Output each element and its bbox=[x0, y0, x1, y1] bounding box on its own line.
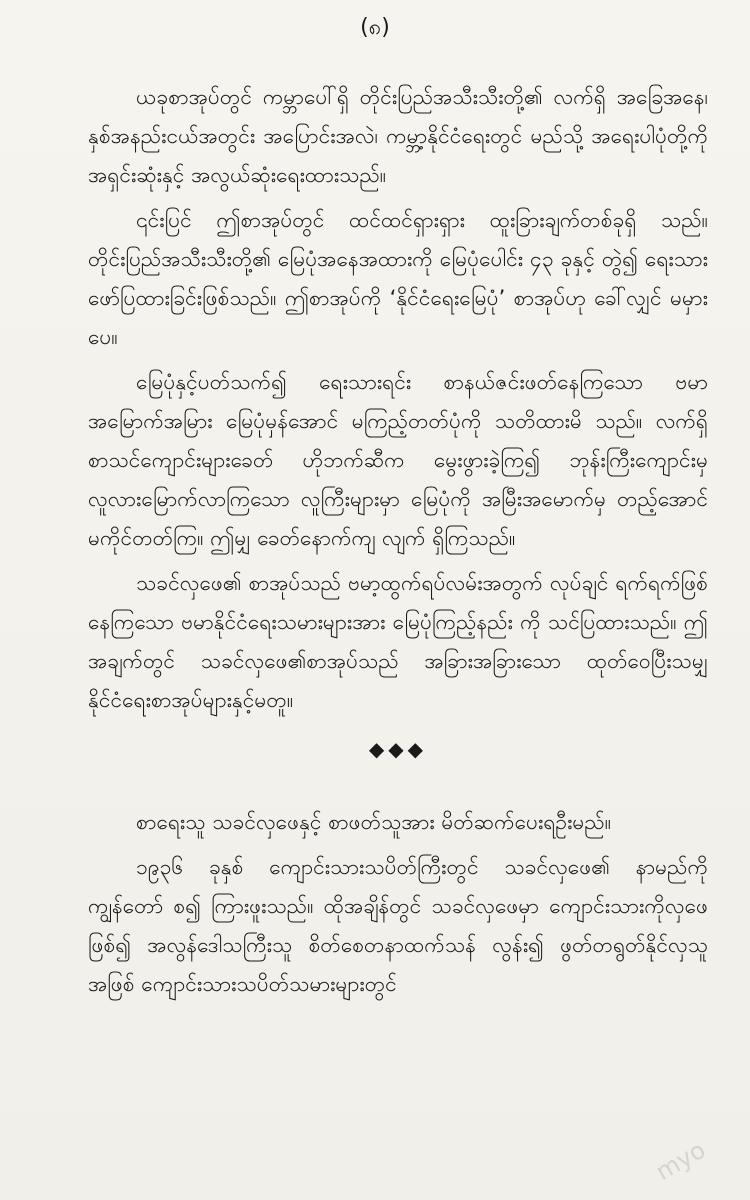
paragraph-history: ၁၉၃၆ ခုနှစ် ကျောင်းသားသပိတ်ကြီးတွင် သခင်လှဖေ၏ နာမည်ကို ကျွန်တော် စ၍ ကြားဖူးသည်။ ထိုအချိန်တွင် သခင်လှဖေမှာ ကျောင်းသားကိုလှဖေဖြစ်၍ အလွန်ဒေါသကြီးသူ စိတ်စေတနာထက်သန် လွန်း၍ ဖွတ်တရွတ်နိုင်လှသူအဖြစ် ကျောင်းသားသပိတ်သမားများတွင် bbox=[88, 855, 708, 996]
paragraph-introduce-author: စာရေးသူ သခင်လှဖေနှင့် စာဖတ်သူအား မိတ်ဆက်ပေးရဦးမည်။ bbox=[136, 810, 612, 834]
watermark: myo bbox=[650, 1135, 710, 1187]
body-text bbox=[88, 78, 708, 1010]
paragraph-book: သခင်လှဖေ၏ စာအုပ်သည် ဗမာ့ထွက်ရပ်လမ်းအတွက် လုပ်ချင် ရက်ရက်ဖြစ်နေကြသော ဗမာနိုင်ငံရေးသမားများအား မြေပုံကြည့်နည်း ကို သင်ပြထားသည်။ ဤအချက်တွင် သခင်လှဖေ၏စာအုပ်သည် အခြားအခြားသော ထုတ်ဝေပြီးသမျှ နိုင်ငံရေးစာအုပ်များနှင့်မတူ။ bbox=[88, 571, 708, 712]
paragraph-feature: ၎င်းပြင် ဤစာအုပ်တွင် ထင်ထင်ရှားရှား ထူးခြားချက်တစ်ခုရှိ သည်။ တိုင်းပြည်အသီးသီးတို့၏ မြေပုံအနေအထားကို မြေပုံပေါင်း ၄၃ ခုနှင့် တွဲ၍ ရေးသားဖော်ပြထားခြင်းဖြစ်သည်။ ဤစာအုပ်ကို ‘နိုင်ငံရေးမြေပုံ’ စာအုပ်ဟု ခေါ်လျှင် မမှားပေ။ bbox=[88, 208, 708, 349]
paragraph-maps: မြေပုံနှင့်ပတ်သက်၍ ရေးသားရင်း စာနယ်ဇင်းဖတ်နေကြသော ဗမာအမြောက်အမြား မြေပုံမှန်အောင် မကြည့်တတ်ပုံကို သတိထားမိ သည်။ လက်ရှိစာသင်ကျောင်းများခေတ် ဟိုဘက်ဆီက မွေးဖွားခဲ့ကြ၍ ဘုန်းကြီးကျောင်းမှ လူလားမြောက်လာကြသော လူကြီးများမှာ မြေပုံကို အမြီးအမောက်မှ တည့်အောင် မကိုင်တတ်ကြ။ ဤမျှ ခေတ်နောက်ကျ လျက် ရှိကြသည်။ bbox=[88, 370, 708, 550]
paragraph-intro: ယခုစာအုပ်တွင် ကမ္ဘာပေါ်ရှိ တိုင်းပြည်အသီးသီးတို့၏ လက်ရှိ အခြေအနေ၊ နှစ်အနည်းငယ်အတွင်း အပြောင်းအလဲ၊ ကမ္ဘာ့နိုင်ငံရေးတွင် မည်သို့ အရေးပါပုံတို့ကို အရှင်းဆုံးနှင့် အလွယ်ဆုံးရေးထားသည်။ bbox=[88, 85, 708, 187]
section-ornament: ◆◆◆ bbox=[368, 737, 428, 761]
page-number: (၈) bbox=[360, 15, 390, 40]
